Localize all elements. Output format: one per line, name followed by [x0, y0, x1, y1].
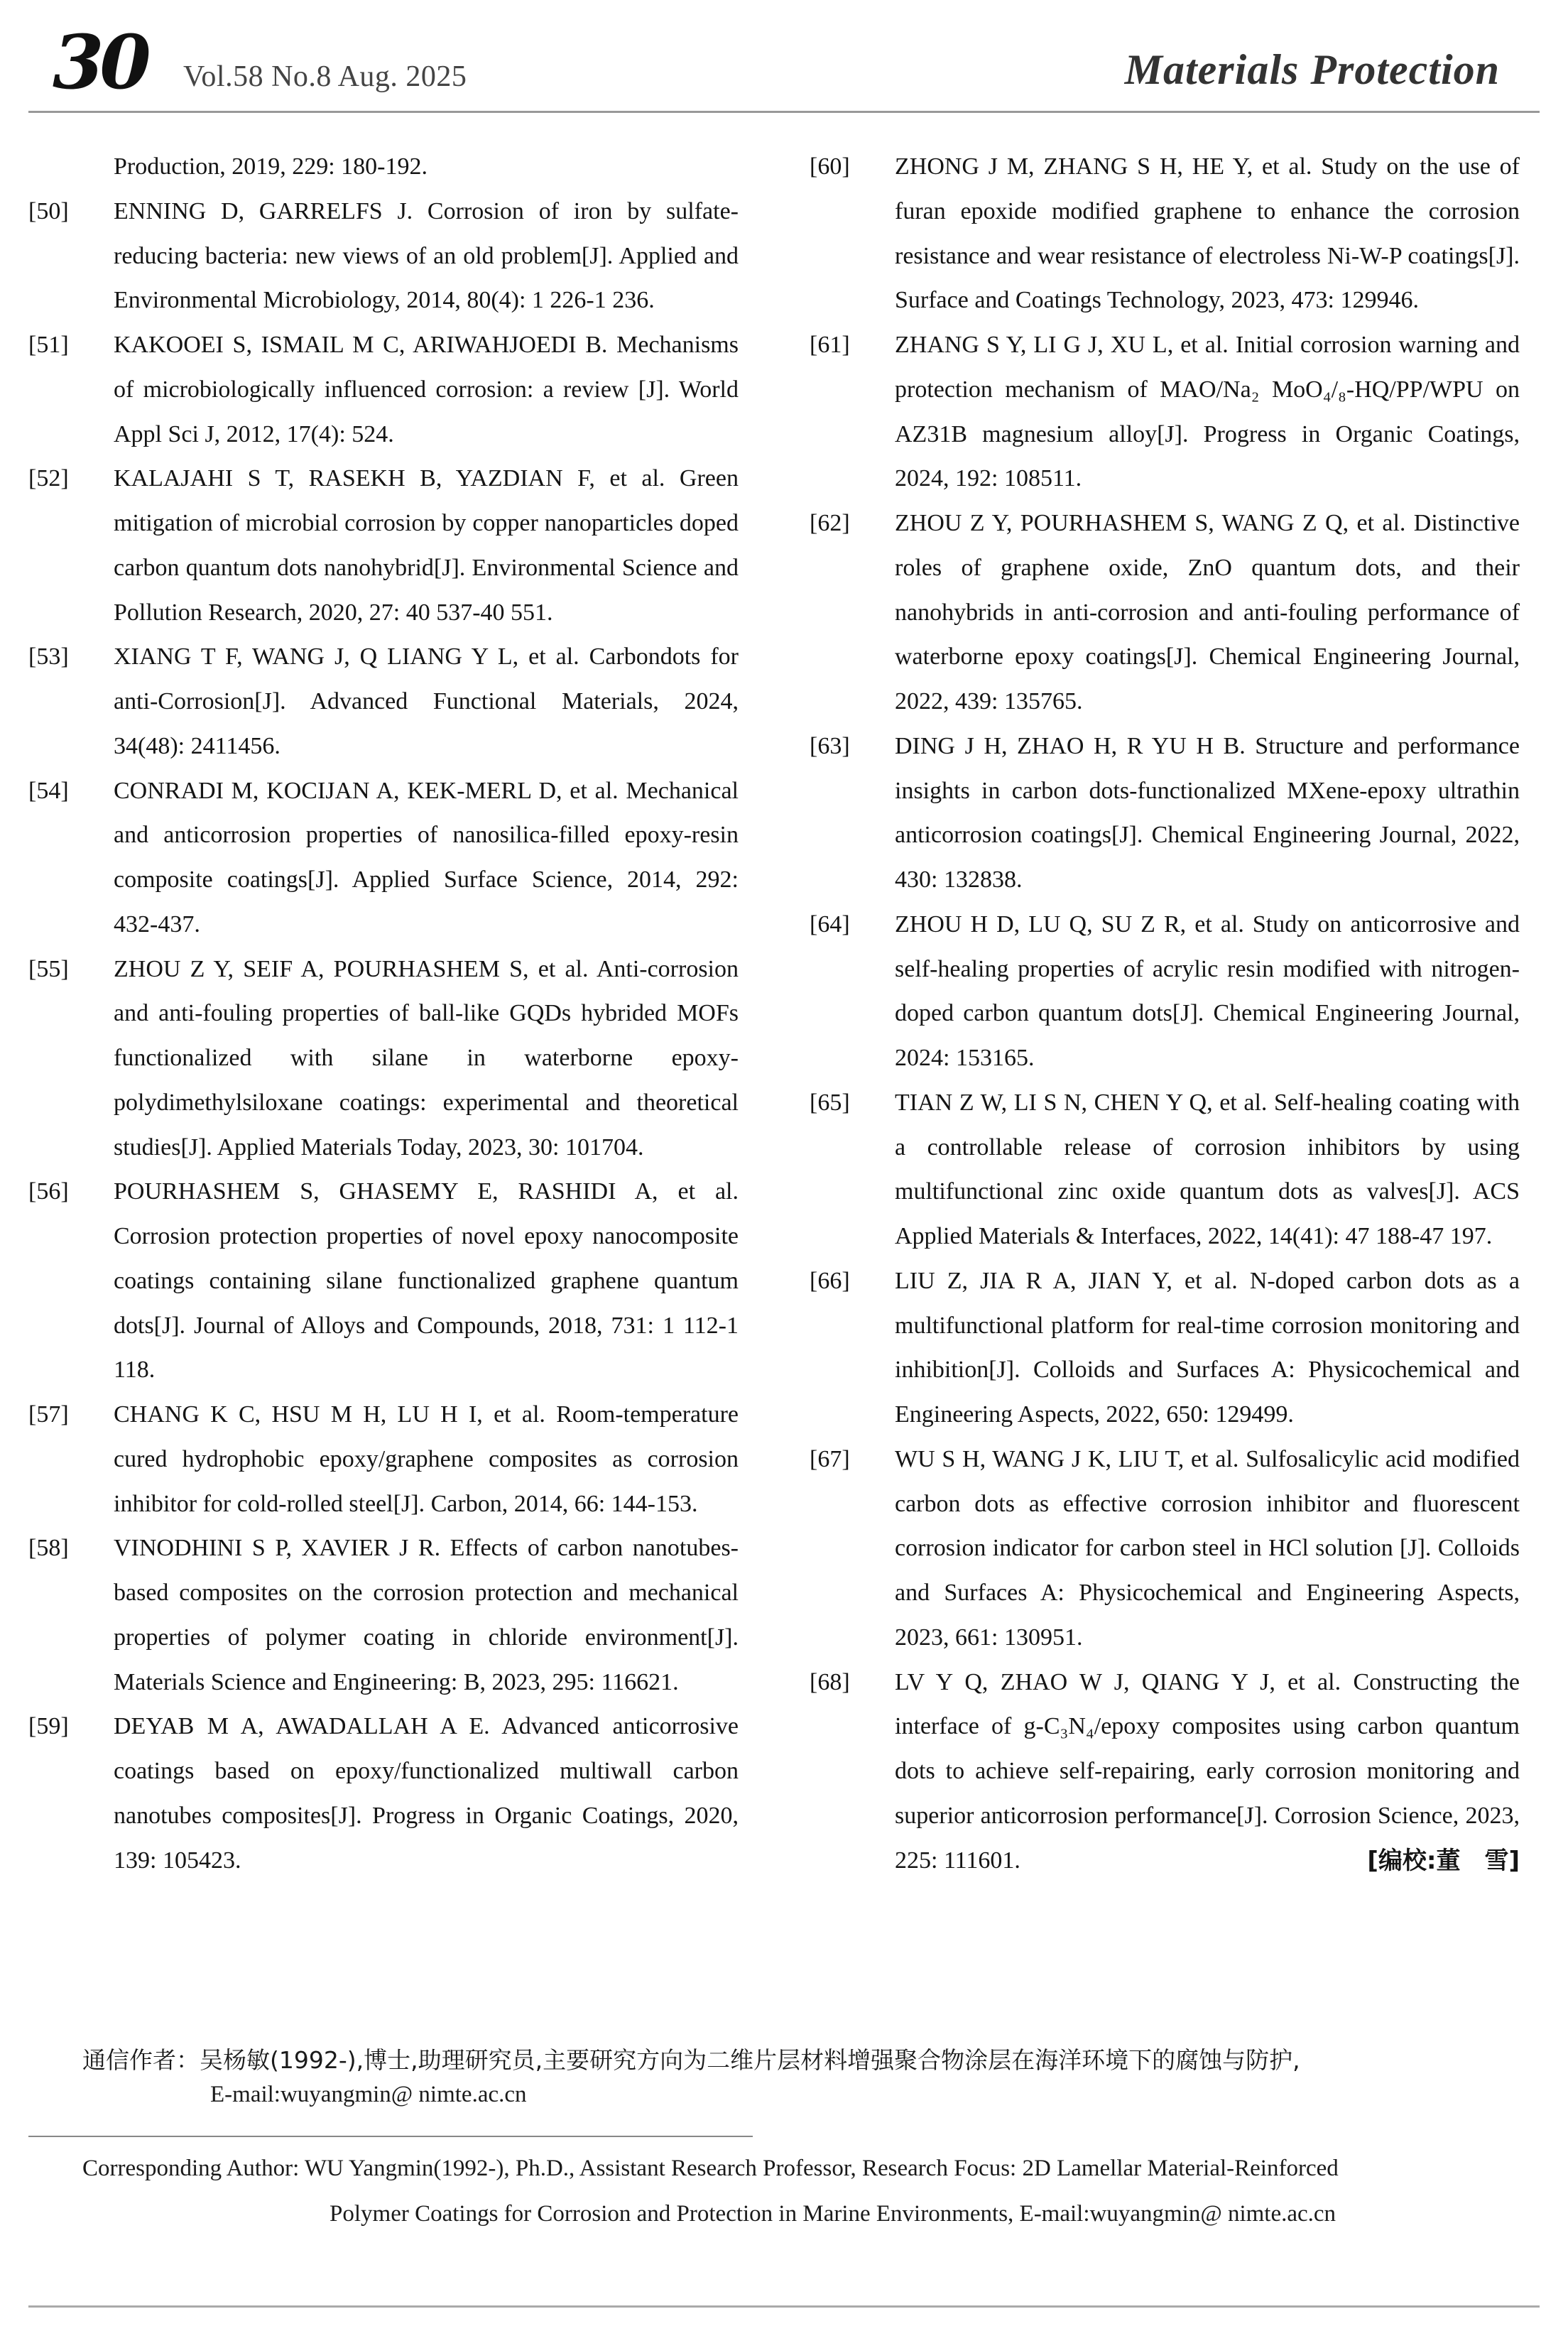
reference-number: [53]	[28, 643, 69, 670]
reference-entry	[28, 635, 739, 768]
reference-entry	[28, 947, 739, 1170]
reference-text: VINODHINI S P, XAVIER J R. Effects of carbon nanotubes-based composites on the corrosion protection and mechanical properties of polymer coating in chloride environment[J]. Materials Science and Engineering: B, 2023, 295: 116621.	[114, 1535, 739, 1695]
reference-text: ENNING D, GARRELFS J. Corrosion of iron by sulfate-reducing bacteria: new views of an old problem[J]. Applied and Environmental Microbiology, 2014, 80(4): 1 226-1 236.	[114, 197, 739, 314]
reference-number: [67]	[810, 1445, 850, 1472]
reference-number: [55]	[28, 955, 69, 982]
reference-number: [65]	[810, 1089, 850, 1116]
reference-number: [62]	[810, 510, 850, 536]
reference-number: [66]	[810, 1267, 850, 1294]
reference-entry	[28, 145, 739, 190]
reference-entry	[28, 1170, 739, 1393]
footnote-zh-line1: 通信作者：吴杨敏(1992-),博士,助理研究员,主要研究方向为二维片层材料增强聚合物涂层在海洋环境下的腐蚀与防护,	[82, 2046, 1300, 2074]
references-left-column	[28, 145, 739, 1883]
reference-entry	[28, 1526, 739, 1705]
reference-text: Production, 2019, 229: 180-192.	[114, 153, 428, 180]
reference-text: WU S H, WANG J K, LIU T, et al. Sulfosalicylic acid modified carbon dots as effective corrosion inhibitor and fluorescent corrosion indicator for carbon steel in HCl solution [J]. Colloids and Surfaces A: Physicochemical and Engineering Aspects, 2023, 661: 130951.	[895, 1445, 1520, 1651]
reference-text: ZHOU H D, LU Q, SU Z R, et al. Study on anticorrosive and self-healing properties of acrylic resin modified with nitrogen-doped carbon quantum dots[J]. Chemical Engineering Journal, 2024: 153165.	[895, 911, 1520, 1071]
reference-number: [52]	[28, 465, 69, 492]
reference-entry	[28, 323, 739, 457]
reference-text: TIAN Z W, LI S N, CHEN Y Q, et al. Self-healing coating with a controllable release of corrosion inhibitors by using multifunctional zinc oxide quantum dots as valves[J]. ACS Applied Materials & Interfaces, 2022, 14(41): 47 188-47 197.	[895, 1089, 1520, 1249]
reference-text: KALAJAHI S T, RASEKH B, YAZDIAN F, et al. Green mitigation of microbial corrosion by copper nanoparticles doped carbon quantum dots nanohybrid[J]. Environmental Science and Pollution Research, 2020, 27: 40 537-40 551.	[114, 465, 739, 626]
reference-text: CONRADI M, KOCIJAN A, KEK-MERL D, et al. Mechanical and anticorrosion properties of nanosilica-filled epoxy-resin composite coatings[J]. Applied Surface Science, 2014, 292: 432-437.	[114, 777, 739, 938]
reference-number: [58]	[28, 1535, 69, 1562]
page-number: 30	[53, 18, 147, 106]
reference-text: ZHANG S Y, LI G J, XU L, et al. Initial corrosion warning and protection mechanism of MAO/Na₂ MoO₄/₈-HQ/PP/WPU on AZ31B magnesium alloy[J]. Progress in Organic Coatings, 2024, 192: 108511.	[895, 332, 1520, 492]
editor-note: [编校:董 雪]	[1367, 1846, 1520, 1875]
reference-entry	[810, 903, 1520, 1081]
reference-text: CHANG K C, HSU M H, LU H I, et al. Room-temperature cured hydrophobic epoxy/graphene composites as corrosion inhibitor for cold-rolled steel[J]. Carbon, 2014, 66: 144-153.	[114, 1401, 739, 1517]
reference-text: DEYAB M A, AWADALLAH A E. Advanced anticorrosive coatings based on epoxy/functionalized multiwall carbon nanotubes composites[J]. Progress in Organic Coatings, 2020, 139: 105423.	[114, 1713, 739, 1874]
reference-text: XIANG T F, WANG J, Q LIANG Y L, et al. Carbondots for anti-Corrosion[J]. Advanced Functional Materials, 2024, 34(48): 2411456.	[114, 643, 739, 759]
reference-entry	[28, 1393, 739, 1526]
reference-number: [57]	[28, 1401, 69, 1428]
footnote-rule	[28, 2136, 753, 2137]
volume-info: Vol.58 No.8 Aug. 2025	[183, 60, 467, 93]
reference-text: POURHASHEM S, GHASEMY E, RASHIDI A, et al. Corrosion protection properties of novel epoxy nanocomposite coatings containing silane functionalized graphene quantum dots[J]. Journal of Alloys and Compounds, 2018, 731: 1 112-1 118.	[114, 1178, 739, 1384]
reference-text: DING J H, ZHAO H, R YU H B. Structure and performance insights in carbon dots-functionalized MXene-epoxy ultrathin anticorrosion coatings[J]. Chemical Engineering Journal, 2022, 430: 132838.	[895, 732, 1520, 893]
reference-entry	[810, 1081, 1520, 1259]
reference-number: [50]	[28, 197, 69, 224]
footnote-en-line1: Corresponding Author: WU Yangmin(1992-), Ph.D., Assistant Research Professor, Research Focus: 2D Lamellar Material-Reinforced	[82, 2156, 1339, 2181]
reference-entry	[28, 1705, 739, 1883]
bottom-rule	[28, 2305, 1540, 2308]
reference-number: [63]	[810, 732, 850, 759]
references-right-column	[810, 145, 1520, 1883]
reference-text: ZHOU Z Y, POURHASHEM S, WANG Z Q, et al. Distinctive roles of graphene oxide, ZnO quantum dots, and their nanohybrids in anti-corrosion and anti-fouling performance of waterborne epoxy coatings[J]. Chemical Engineering Journal, 2022, 439: 135765.	[895, 510, 1520, 714]
reference-entry	[810, 1438, 1520, 1661]
footnote-zh-line2: E-mail:wuyangmin@ nimte.ac.cn	[210, 2082, 527, 2107]
reference-number: [64]	[810, 911, 850, 938]
reference-entry	[810, 724, 1520, 903]
reference-number: [68]	[810, 1668, 850, 1695]
reference-number: [61]	[810, 332, 850, 358]
reference-text: LV Y Q, ZHAO W J, QIANG Y J, et al. Constructing the interface of g-C₃N₄/epoxy composites using carbon quantum dots to achieve self-repairing, early corrosion monitoring and superior anticorrosion performance[J]. Corrosion Science, 2023, 225: 111601.	[895, 1668, 1520, 1874]
reference-number: [59]	[28, 1713, 69, 1740]
reference-text: ZHONG J M, ZHANG S H, HE Y, et al. Study on the use of furan epoxide modified graphene to enhance the corrosion resistance and wear resistance of electroless Ni-W-P coatings[J]. Surface and Coatings Technology, 2023, 473: 129946.	[895, 153, 1520, 314]
reference-entry	[810, 145, 1520, 323]
reference-entry	[810, 1661, 1520, 1884]
page-header	[0, 0, 1568, 114]
reference-entry	[810, 1259, 1520, 1438]
reference-text: ZHOU Z Y, SEIF A, POURHASHEM S, et al. Anti-corrosion and anti-fouling properties of ball-like GQDs hybrided MOFs functionalized with silane in waterborne epoxy-polydimethylsiloxane coatings: experimental and theoretical studies[J]. Applied Materials Today, 2023, 30: 101704.	[114, 955, 739, 1161]
journal-title: Materials Protection	[1124, 46, 1500, 93]
reference-number: [51]	[28, 332, 69, 358]
reference-text: KAKOOEI S, ISMAIL M C, ARIWAHJOEDI B. Mechanisms of microbiologically influenced corrosion: a review [J]. World Appl Sci J, 2012, 17(4): 524.	[114, 332, 739, 447]
reference-entry	[810, 323, 1520, 501]
reference-number: [56]	[28, 1178, 69, 1205]
header-rule	[28, 111, 1540, 113]
reference-entry	[28, 769, 739, 947]
reference-entry	[28, 190, 739, 323]
reference-text: LIU Z, JIA R A, JIAN Y, et al. N-doped carbon dots as a multifunctional platform for real-time corrosion monitoring and inhibition[J]. Colloids and Surfaces A: Physicochemical and Engineering Aspects, 2022, 650: 129499.	[895, 1267, 1520, 1428]
reference-entry	[28, 457, 739, 635]
reference-entry	[810, 501, 1520, 724]
footnote-en-line2: Polymer Coatings for Corrosion and Protection in Marine Environments, E-mail:wuyangmin@ nimte.ac.cn	[330, 2201, 1336, 2227]
reference-number: [60]	[810, 153, 850, 180]
reference-number: [54]	[28, 777, 69, 804]
